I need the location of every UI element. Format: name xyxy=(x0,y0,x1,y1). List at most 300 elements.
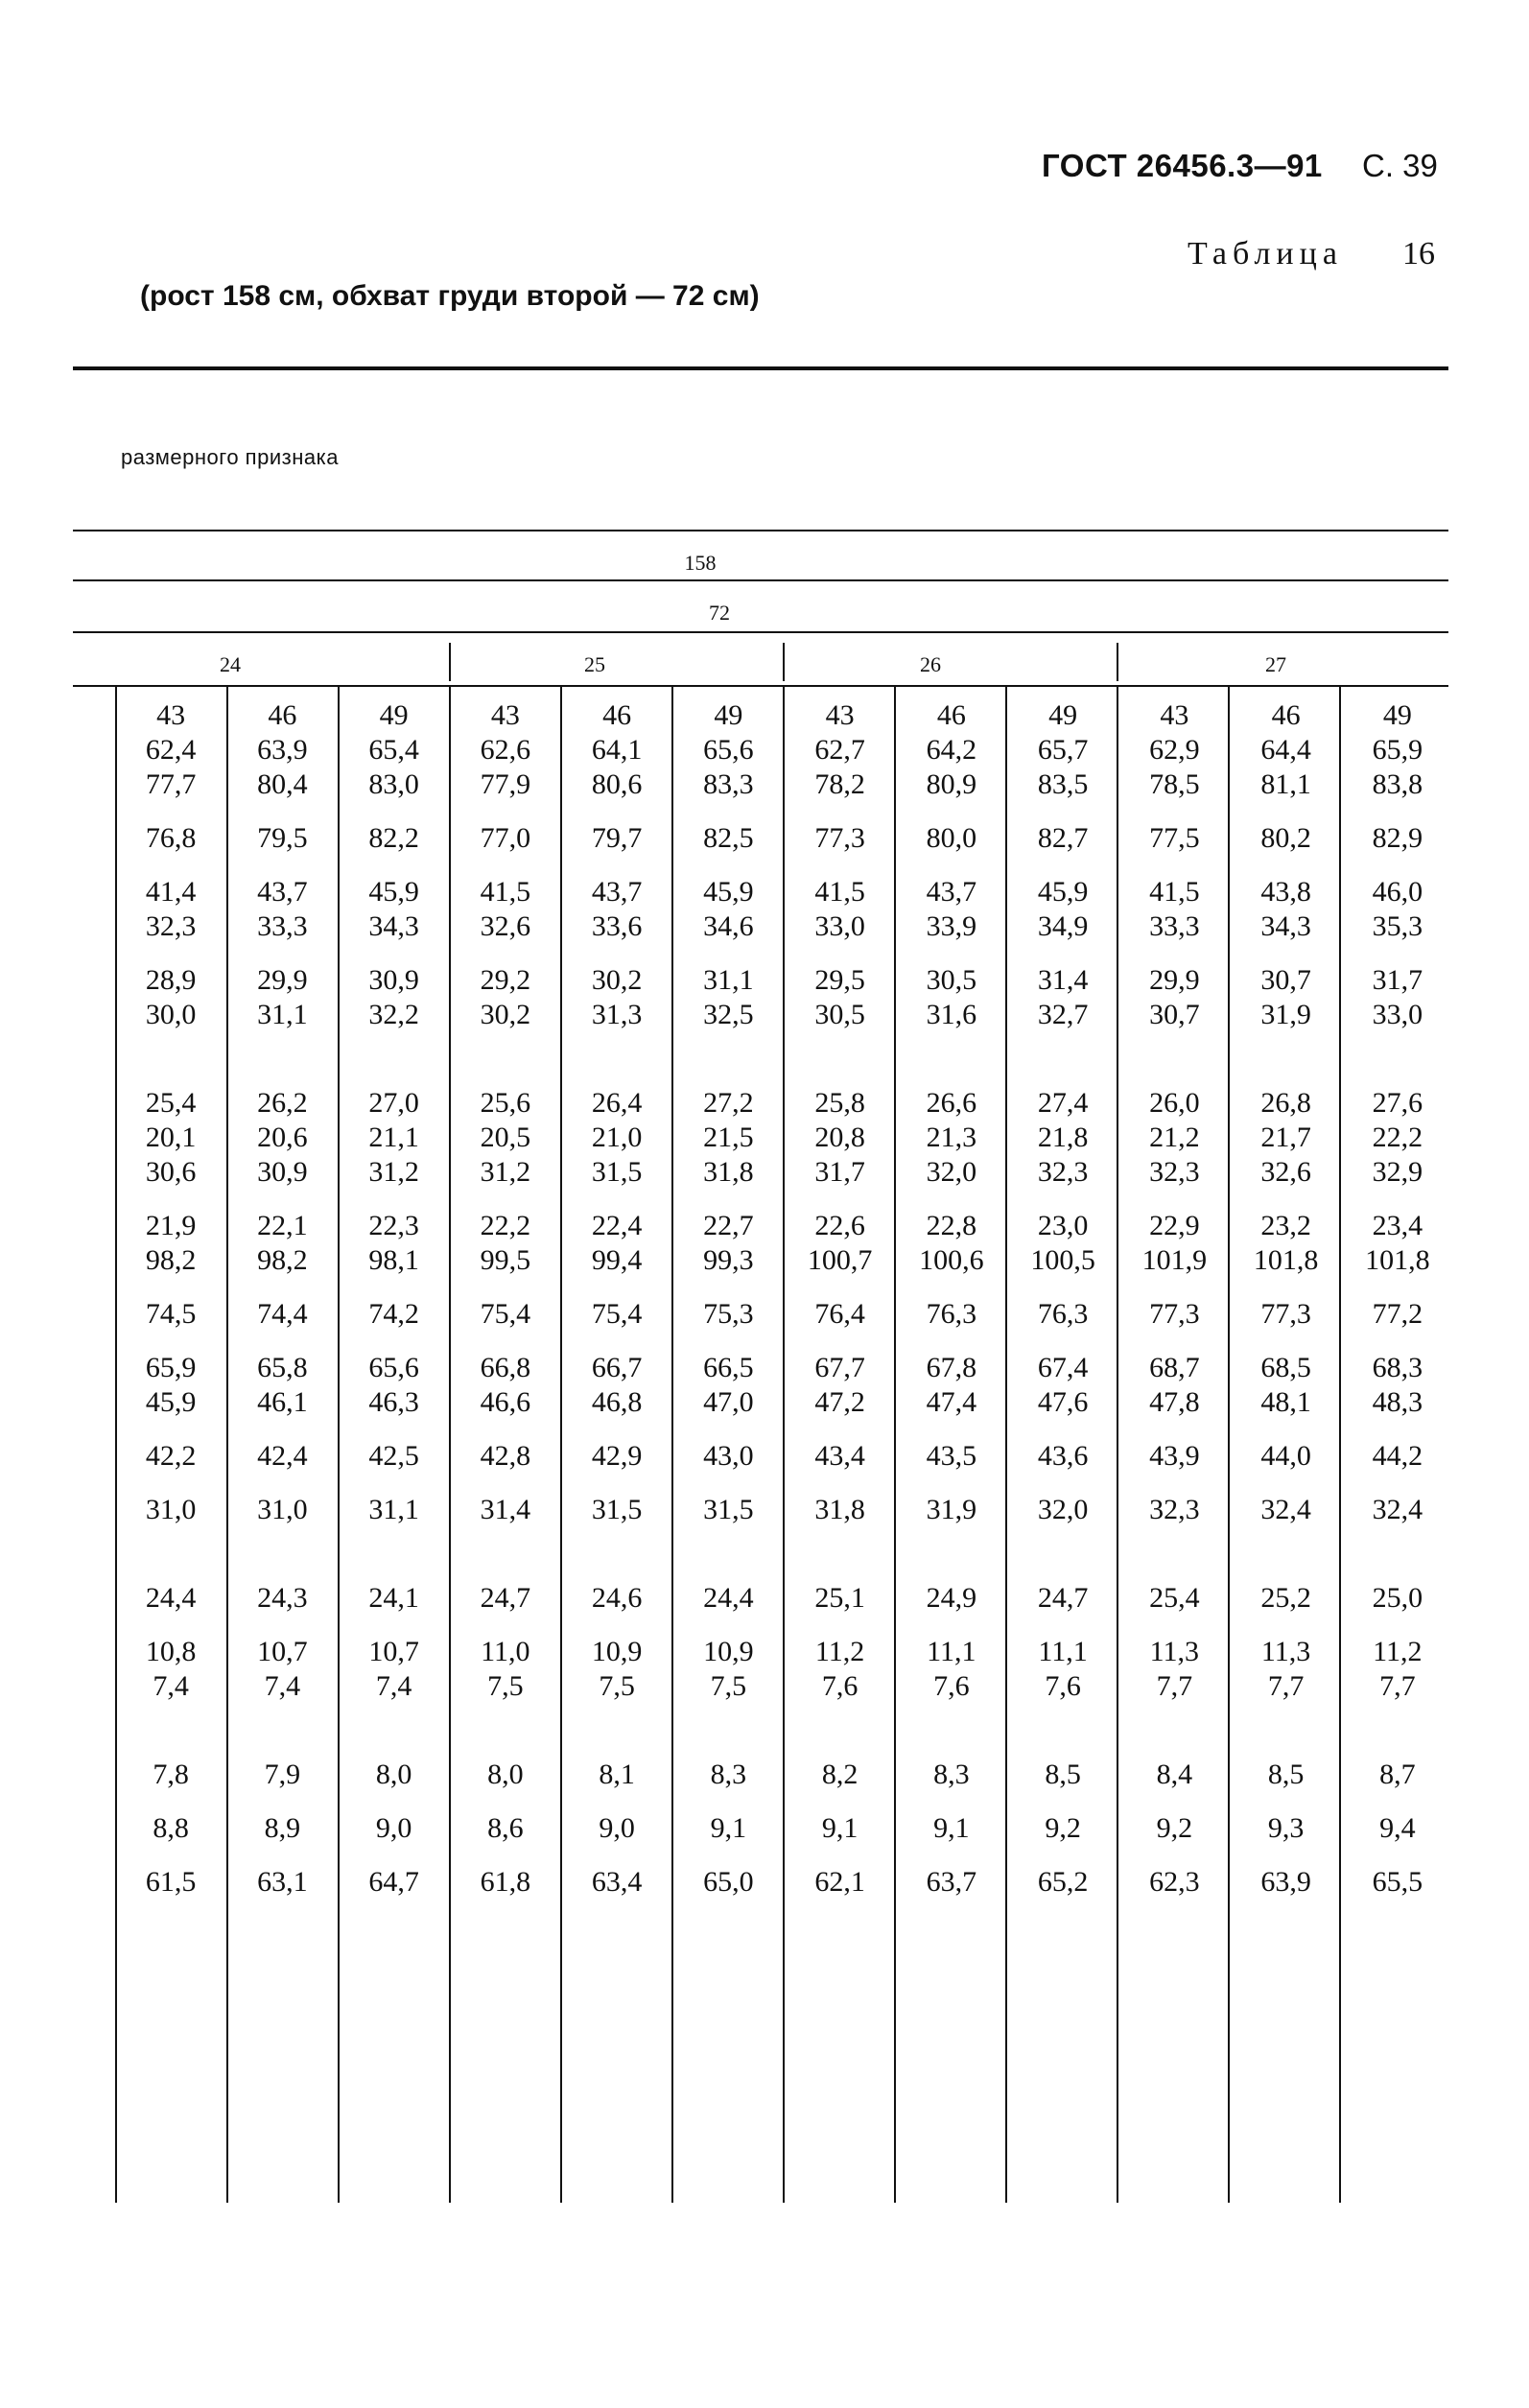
table-cell: 10,7 xyxy=(257,1636,308,1667)
table-cell: 80,9 xyxy=(926,768,977,800)
table-cell: 31,7 xyxy=(1372,964,1423,996)
group-header: 27 xyxy=(1265,652,1286,676)
table-cell: 74,2 xyxy=(368,1298,419,1330)
table-cell: 61,5 xyxy=(145,1866,197,1898)
table-cell: 33,0 xyxy=(814,910,865,942)
table-cell: 82,9 xyxy=(1372,822,1423,854)
table-cell: 44,0 xyxy=(1260,1440,1311,1472)
table-cell: 77,5 xyxy=(1149,822,1200,854)
table-cell: 76,3 xyxy=(926,1298,977,1330)
table-cell: 42,4 xyxy=(257,1440,308,1472)
table-cell: 32,5 xyxy=(703,999,754,1030)
table-row xyxy=(115,1792,1453,1846)
table-row xyxy=(115,767,1453,802)
column-header: 46 xyxy=(1271,699,1301,731)
table-row xyxy=(115,1155,1453,1190)
table-cell: 7,6 xyxy=(821,1670,859,1702)
table-cell: 23,4 xyxy=(1372,1210,1423,1241)
table-cell: 77,3 xyxy=(1149,1298,1200,1330)
top-rule xyxy=(73,366,1448,370)
size-table xyxy=(115,698,1453,1900)
table-cell: 76,8 xyxy=(145,822,197,854)
table-cell: 77,3 xyxy=(814,822,865,854)
table-row xyxy=(115,1669,1453,1704)
table-cell: 82,5 xyxy=(703,822,754,854)
table-cell: 8,1 xyxy=(599,1759,635,1790)
table-cell: 21,0 xyxy=(591,1121,643,1153)
table-cell: 32,6 xyxy=(1260,1156,1311,1188)
table-cell: 29,2 xyxy=(480,964,531,996)
table-cell: 64,4 xyxy=(1260,734,1311,766)
table-cell: 30,9 xyxy=(368,964,419,996)
group-header: 25 xyxy=(584,652,605,676)
table-cell: 61,8 xyxy=(480,1866,531,1898)
table-row xyxy=(115,1474,1453,1527)
group-header: 26 xyxy=(920,652,941,676)
table-row xyxy=(115,802,1453,856)
table-cell: 31,6 xyxy=(926,999,977,1030)
table-cell: 30,9 xyxy=(257,1156,308,1188)
table-cell: 31,9 xyxy=(1260,999,1311,1030)
table-cell: 7,7 xyxy=(1379,1670,1416,1702)
table-cell: 30,2 xyxy=(591,964,643,996)
table-cell: 31,8 xyxy=(814,1494,865,1525)
table-cell: 27,6 xyxy=(1372,1087,1423,1119)
table-cell: 24,7 xyxy=(480,1582,531,1614)
table-cell: 22,4 xyxy=(591,1210,643,1241)
table-row xyxy=(115,1846,1453,1900)
table-cell: 22,2 xyxy=(1372,1121,1423,1153)
group-divider xyxy=(783,643,785,681)
table-cell: 8,2 xyxy=(821,1759,859,1790)
table-cell: 24,1 xyxy=(368,1582,419,1614)
table-cell: 63,9 xyxy=(1260,1866,1311,1898)
table-cell: 99,3 xyxy=(703,1244,754,1276)
page-number: С. 39 xyxy=(1362,148,1438,183)
table-cell: 32,3 xyxy=(145,910,197,942)
table-cell: 47,4 xyxy=(926,1386,977,1418)
table-cell: 21,2 xyxy=(1149,1121,1200,1153)
table-cell: 32,3 xyxy=(1149,1494,1200,1525)
table-cell: 22,2 xyxy=(480,1210,531,1241)
table-cell: 43,4 xyxy=(814,1440,865,1472)
table-cell: 47,2 xyxy=(814,1386,865,1418)
table-cell: 75,3 xyxy=(703,1298,754,1330)
table-row xyxy=(115,944,1453,998)
table-cell: 32,7 xyxy=(1037,999,1089,1030)
table-cell: 22,9 xyxy=(1149,1210,1200,1241)
table-cell: 62,6 xyxy=(480,734,531,766)
table-cell: 10,9 xyxy=(591,1636,643,1667)
table-cell: 80,4 xyxy=(257,768,308,800)
table-cell: 76,4 xyxy=(814,1298,865,1330)
table-cell: 32,6 xyxy=(480,910,531,942)
table-cell: 24,7 xyxy=(1037,1582,1089,1614)
table-cell: 7,6 xyxy=(933,1670,970,1702)
table-cell: 7,4 xyxy=(375,1670,412,1702)
table-cell: 7,7 xyxy=(1156,1670,1193,1702)
table-cell: 8,3 xyxy=(933,1759,970,1790)
table-cell: 48,1 xyxy=(1260,1386,1311,1418)
table-cell: 83,8 xyxy=(1372,768,1423,800)
table-cell: 46,0 xyxy=(1372,876,1423,908)
table-cell: 10,8 xyxy=(145,1636,197,1667)
table-cell: 28,9 xyxy=(145,964,197,996)
table-cell: 62,7 xyxy=(814,734,865,766)
table-cell: 41,4 xyxy=(145,876,197,908)
table-cell: 41,5 xyxy=(1149,876,1200,908)
table-cell: 99,4 xyxy=(591,1244,643,1276)
column-header: 46 xyxy=(602,699,632,731)
table-cell: 24,9 xyxy=(926,1582,977,1614)
table-cell: 30,5 xyxy=(926,964,977,996)
height-value: 158 xyxy=(684,551,717,575)
column-header: 49 xyxy=(379,699,409,731)
table-cell: 32,2 xyxy=(368,999,419,1030)
table-cell: 11,1 xyxy=(927,1636,976,1667)
table-cell: 21,8 xyxy=(1037,1121,1089,1153)
table-label: Таблица xyxy=(1188,236,1343,271)
table-cell: 42,9 xyxy=(591,1440,643,1472)
table-cell: 22,7 xyxy=(703,1210,754,1241)
table-cell: 79,5 xyxy=(257,822,308,854)
table-cell: 7,7 xyxy=(1267,1670,1305,1702)
table-cell: 9,3 xyxy=(1267,1812,1305,1844)
table-cell: 43,5 xyxy=(926,1440,977,1472)
table-cell: 43,6 xyxy=(1037,1440,1089,1472)
header-rule-4 xyxy=(73,685,1448,687)
table-cell: 20,5 xyxy=(480,1121,531,1153)
group-header: 24 xyxy=(220,652,241,676)
table-cell: 8,6 xyxy=(487,1812,524,1844)
table-cell: 47,0 xyxy=(703,1386,754,1418)
header-rule-2 xyxy=(73,579,1448,581)
table-cell: 63,1 xyxy=(257,1866,308,1898)
table-cell: 22,6 xyxy=(814,1210,865,1241)
table-cell: 67,8 xyxy=(926,1352,977,1383)
table-cell: 46,1 xyxy=(257,1386,308,1418)
table-cell: 10,9 xyxy=(703,1636,754,1667)
table-cell: 62,9 xyxy=(1149,734,1200,766)
table-cell: 21,3 xyxy=(926,1121,977,1153)
table-cell: 8,8 xyxy=(153,1812,189,1844)
table-cell: 83,0 xyxy=(368,768,419,800)
table-cell: 32,3 xyxy=(1037,1156,1089,1188)
table-cell: 75,4 xyxy=(480,1298,531,1330)
table-cell: 78,2 xyxy=(814,768,865,800)
standard-code: ГОСТ 26456.3—91 xyxy=(1042,148,1323,183)
table-cell: 8,5 xyxy=(1267,1759,1305,1790)
table-cell: 33,3 xyxy=(1149,910,1200,942)
table-cell: 9,0 xyxy=(375,1812,412,1844)
header-rule-1 xyxy=(73,530,1448,531)
table-cell: 20,6 xyxy=(257,1121,308,1153)
table-row xyxy=(115,1704,1453,1792)
table-cell: 82,2 xyxy=(368,822,419,854)
table-cell: 68,7 xyxy=(1149,1352,1200,1383)
table-cell: 83,5 xyxy=(1037,768,1089,800)
table-cell: 32,0 xyxy=(926,1156,977,1188)
table-row xyxy=(115,733,1453,767)
table-cell: 65,8 xyxy=(257,1352,308,1383)
table-cell: 33,9 xyxy=(926,910,977,942)
table-cell: 7,4 xyxy=(264,1670,301,1702)
table-cell: 25,1 xyxy=(814,1582,865,1614)
column-header: 46 xyxy=(268,699,297,731)
table-cell: 32,4 xyxy=(1260,1494,1311,1525)
table-cell: 98,2 xyxy=(145,1244,197,1276)
table-cell: 21,7 xyxy=(1260,1121,1311,1153)
table-cell: 46,8 xyxy=(591,1386,643,1418)
table-cell: 25,8 xyxy=(814,1087,865,1119)
table-cell: 7,5 xyxy=(599,1670,635,1702)
table-cell: 64,1 xyxy=(591,734,643,766)
table-cell: 65,6 xyxy=(368,1352,419,1383)
table-cell: 22,1 xyxy=(257,1210,308,1241)
table-cell: 99,5 xyxy=(480,1244,531,1276)
table-cell: 27,0 xyxy=(368,1087,419,1119)
table-cell: 31,4 xyxy=(480,1494,531,1525)
table-cell: 26,8 xyxy=(1260,1087,1311,1119)
table-cell: 65,2 xyxy=(1037,1866,1089,1898)
table-cell: 24,6 xyxy=(591,1582,643,1614)
table-cell: 8,3 xyxy=(710,1759,747,1790)
table-row xyxy=(115,998,1453,1032)
table-cell: 31,0 xyxy=(257,1494,308,1525)
table-cell: 30,2 xyxy=(480,999,531,1030)
table-cell: 62,4 xyxy=(145,734,197,766)
chest-value: 72 xyxy=(709,601,730,625)
table-cell: 41,5 xyxy=(480,876,531,908)
table-cell: 77,0 xyxy=(480,822,531,854)
table-cell: 34,6 xyxy=(703,910,754,942)
table-cell: 32,9 xyxy=(1372,1156,1423,1188)
table-row xyxy=(115,1420,1453,1474)
table-cell: 63,9 xyxy=(257,734,308,766)
group-divider xyxy=(1117,643,1118,681)
table-cell: 35,3 xyxy=(1372,910,1423,942)
table-cell: 26,6 xyxy=(926,1087,977,1119)
table-cell: 8,0 xyxy=(487,1759,524,1790)
table-cell: 42,5 xyxy=(368,1440,419,1472)
table-cell: 8,5 xyxy=(1045,1759,1081,1790)
table-cell: 22,8 xyxy=(926,1210,977,1241)
table-row xyxy=(115,1121,1453,1155)
table-cell: 67,4 xyxy=(1037,1352,1089,1383)
table-cell: 29,9 xyxy=(1149,964,1200,996)
table-cell: 31,4 xyxy=(1037,964,1089,996)
table-cell: 31,5 xyxy=(703,1494,754,1525)
table-cell: 7,8 xyxy=(153,1759,189,1790)
table-row xyxy=(115,1278,1453,1332)
table-cell: 100,5 xyxy=(1030,1244,1095,1276)
table-cell: 31,8 xyxy=(703,1156,754,1188)
table-cell: 11,2 xyxy=(814,1636,865,1667)
table-cell: 11,3 xyxy=(1149,1636,1200,1667)
table-cell: 43,9 xyxy=(1149,1440,1200,1472)
table-cell: 26,2 xyxy=(257,1087,308,1119)
table-cell: 24,4 xyxy=(703,1582,754,1614)
table-cell: 34,3 xyxy=(368,910,419,942)
table-subtitle: (рост 158 см, обхват груди второй — 72 см) xyxy=(140,280,760,312)
table-cell: 75,4 xyxy=(591,1298,643,1330)
table-cell: 47,8 xyxy=(1149,1386,1200,1418)
table-cell: 24,4 xyxy=(145,1582,197,1614)
table-cell: 65,9 xyxy=(1372,734,1423,766)
table-cell: 25,4 xyxy=(145,1087,197,1119)
table-cell: 8,0 xyxy=(375,1759,412,1790)
table-cell: 68,3 xyxy=(1372,1352,1423,1383)
table-cell: 10,7 xyxy=(368,1636,419,1667)
table-cell: 33,6 xyxy=(591,910,643,942)
table-cell: 45,9 xyxy=(703,876,754,908)
table-cell: 31,2 xyxy=(480,1156,531,1188)
table-cell: 7,6 xyxy=(1045,1670,1081,1702)
table-cell: 25,6 xyxy=(480,1087,531,1119)
table-cell: 33,0 xyxy=(1372,999,1423,1030)
table-cell: 43,0 xyxy=(703,1440,754,1472)
table-cell: 31,3 xyxy=(591,999,643,1030)
table-row xyxy=(115,909,1453,944)
table-cell: 11,3 xyxy=(1260,1636,1311,1667)
table-cell: 11,0 xyxy=(481,1636,530,1667)
table-cell: 7,9 xyxy=(264,1759,301,1790)
table-cell: 32,0 xyxy=(1037,1494,1089,1525)
table-cell: 31,2 xyxy=(368,1156,419,1188)
table-cell: 64,7 xyxy=(368,1866,419,1898)
table-cell: 101,8 xyxy=(1253,1244,1319,1276)
table-cell: 9,1 xyxy=(821,1812,859,1844)
table-cell: 9,2 xyxy=(1156,1812,1193,1844)
table-cell: 42,2 xyxy=(145,1440,197,1472)
column-header: 43 xyxy=(156,699,186,731)
table-cell: 31,1 xyxy=(703,964,754,996)
table-cell: 23,2 xyxy=(1260,1210,1311,1241)
table-row xyxy=(115,1332,1453,1385)
table-cell: 67,7 xyxy=(814,1352,865,1383)
table-cell: 100,6 xyxy=(919,1244,984,1276)
table-row xyxy=(115,1243,1453,1278)
table-row xyxy=(115,1527,1453,1616)
table-cell: 65,9 xyxy=(145,1352,197,1383)
table-cell: 77,3 xyxy=(1260,1298,1311,1330)
table-cell: 30,0 xyxy=(145,999,197,1030)
table-cell: 24,3 xyxy=(257,1582,308,1614)
table-cell: 46,6 xyxy=(480,1386,531,1418)
table-cell: 31,5 xyxy=(591,1156,643,1188)
table-cell: 43,8 xyxy=(1260,876,1311,908)
group-divider xyxy=(449,643,451,681)
table-cell: 65,5 xyxy=(1372,1866,1423,1898)
table-cell: 68,5 xyxy=(1260,1352,1311,1383)
table-cell: 45,9 xyxy=(1037,876,1089,908)
column-header: 43 xyxy=(490,699,520,731)
table-cell: 48,3 xyxy=(1372,1386,1423,1418)
table-cell: 46,3 xyxy=(368,1386,419,1418)
table-cell: 7,5 xyxy=(487,1670,524,1702)
table-cell: 29,9 xyxy=(257,964,308,996)
table-cell: 74,5 xyxy=(145,1298,197,1330)
table-cell: 7,4 xyxy=(153,1670,189,1702)
table-cell: 8,7 xyxy=(1379,1759,1416,1790)
table-cell: 31,1 xyxy=(368,1494,419,1525)
table-cell: 65,6 xyxy=(703,734,754,766)
table-cell: 80,2 xyxy=(1260,822,1311,854)
table-cell: 31,5 xyxy=(591,1494,643,1525)
table-cell: 31,0 xyxy=(145,1494,197,1525)
table-cell: 27,4 xyxy=(1037,1087,1089,1119)
table-cell: 26,0 xyxy=(1149,1087,1200,1119)
table-cell: 8,9 xyxy=(264,1812,301,1844)
table-cell: 83,3 xyxy=(703,768,754,800)
table-cell: 32,4 xyxy=(1372,1494,1423,1525)
table-row xyxy=(115,1616,1453,1669)
table-cell: 62,3 xyxy=(1149,1866,1200,1898)
table-row xyxy=(115,1032,1453,1121)
table-cell: 25,2 xyxy=(1260,1582,1311,1614)
table-cell: 31,1 xyxy=(257,999,308,1030)
table-row xyxy=(115,856,1453,909)
table-cell: 63,7 xyxy=(926,1866,977,1898)
table-row xyxy=(115,1190,1453,1243)
table-cell: 65,7 xyxy=(1037,734,1089,766)
table-cell: 22,3 xyxy=(368,1210,419,1241)
table-cell: 33,3 xyxy=(257,910,308,942)
table-cell: 98,1 xyxy=(368,1244,419,1276)
table-cell: 21,9 xyxy=(145,1210,197,1241)
table-cell: 74,4 xyxy=(257,1298,308,1330)
table-cell: 63,4 xyxy=(591,1866,643,1898)
table-number: 16 xyxy=(1402,236,1435,271)
table-cell: 65,4 xyxy=(368,734,419,766)
column-header: 49 xyxy=(714,699,743,731)
table-cell: 42,8 xyxy=(480,1440,531,1472)
table-cell: 66,7 xyxy=(591,1352,643,1383)
table-cell: 45,9 xyxy=(368,876,419,908)
table-cell: 25,0 xyxy=(1372,1582,1423,1614)
column-header: 43 xyxy=(1160,699,1189,731)
table-cell: 21,1 xyxy=(368,1121,419,1153)
table-cell: 20,8 xyxy=(814,1121,865,1153)
table-cell: 31,9 xyxy=(926,1494,977,1525)
table-cell: 100,7 xyxy=(807,1244,873,1276)
table-cell: 80,0 xyxy=(926,822,977,854)
table-cell: 30,7 xyxy=(1149,999,1200,1030)
table-cell: 62,1 xyxy=(814,1866,865,1898)
column-header: 49 xyxy=(1382,699,1412,731)
table-cell: 101,8 xyxy=(1365,1244,1430,1276)
table-cell: 9,1 xyxy=(710,1812,747,1844)
table-cell: 21,5 xyxy=(703,1121,754,1153)
table-cell: 41,5 xyxy=(814,876,865,908)
table-cell: 79,7 xyxy=(591,822,643,854)
table-cell: 77,7 xyxy=(145,768,197,800)
table-cell: 76,3 xyxy=(1037,1298,1089,1330)
table-cell: 30,6 xyxy=(145,1156,197,1188)
table-cell: 81,1 xyxy=(1260,768,1311,800)
table-cell: 43,7 xyxy=(257,876,308,908)
column-header: 46 xyxy=(936,699,966,731)
table-cell: 9,0 xyxy=(599,1812,635,1844)
table-cell: 30,7 xyxy=(1260,964,1311,996)
table-cell: 20,1 xyxy=(145,1121,197,1153)
table-cell: 77,2 xyxy=(1372,1298,1423,1330)
table-cell: 27,2 xyxy=(703,1087,754,1119)
table-cell: 98,2 xyxy=(257,1244,308,1276)
table-cell: 30,5 xyxy=(814,999,865,1030)
table-cell: 44,2 xyxy=(1372,1440,1423,1472)
header-rule-3 xyxy=(73,631,1448,633)
